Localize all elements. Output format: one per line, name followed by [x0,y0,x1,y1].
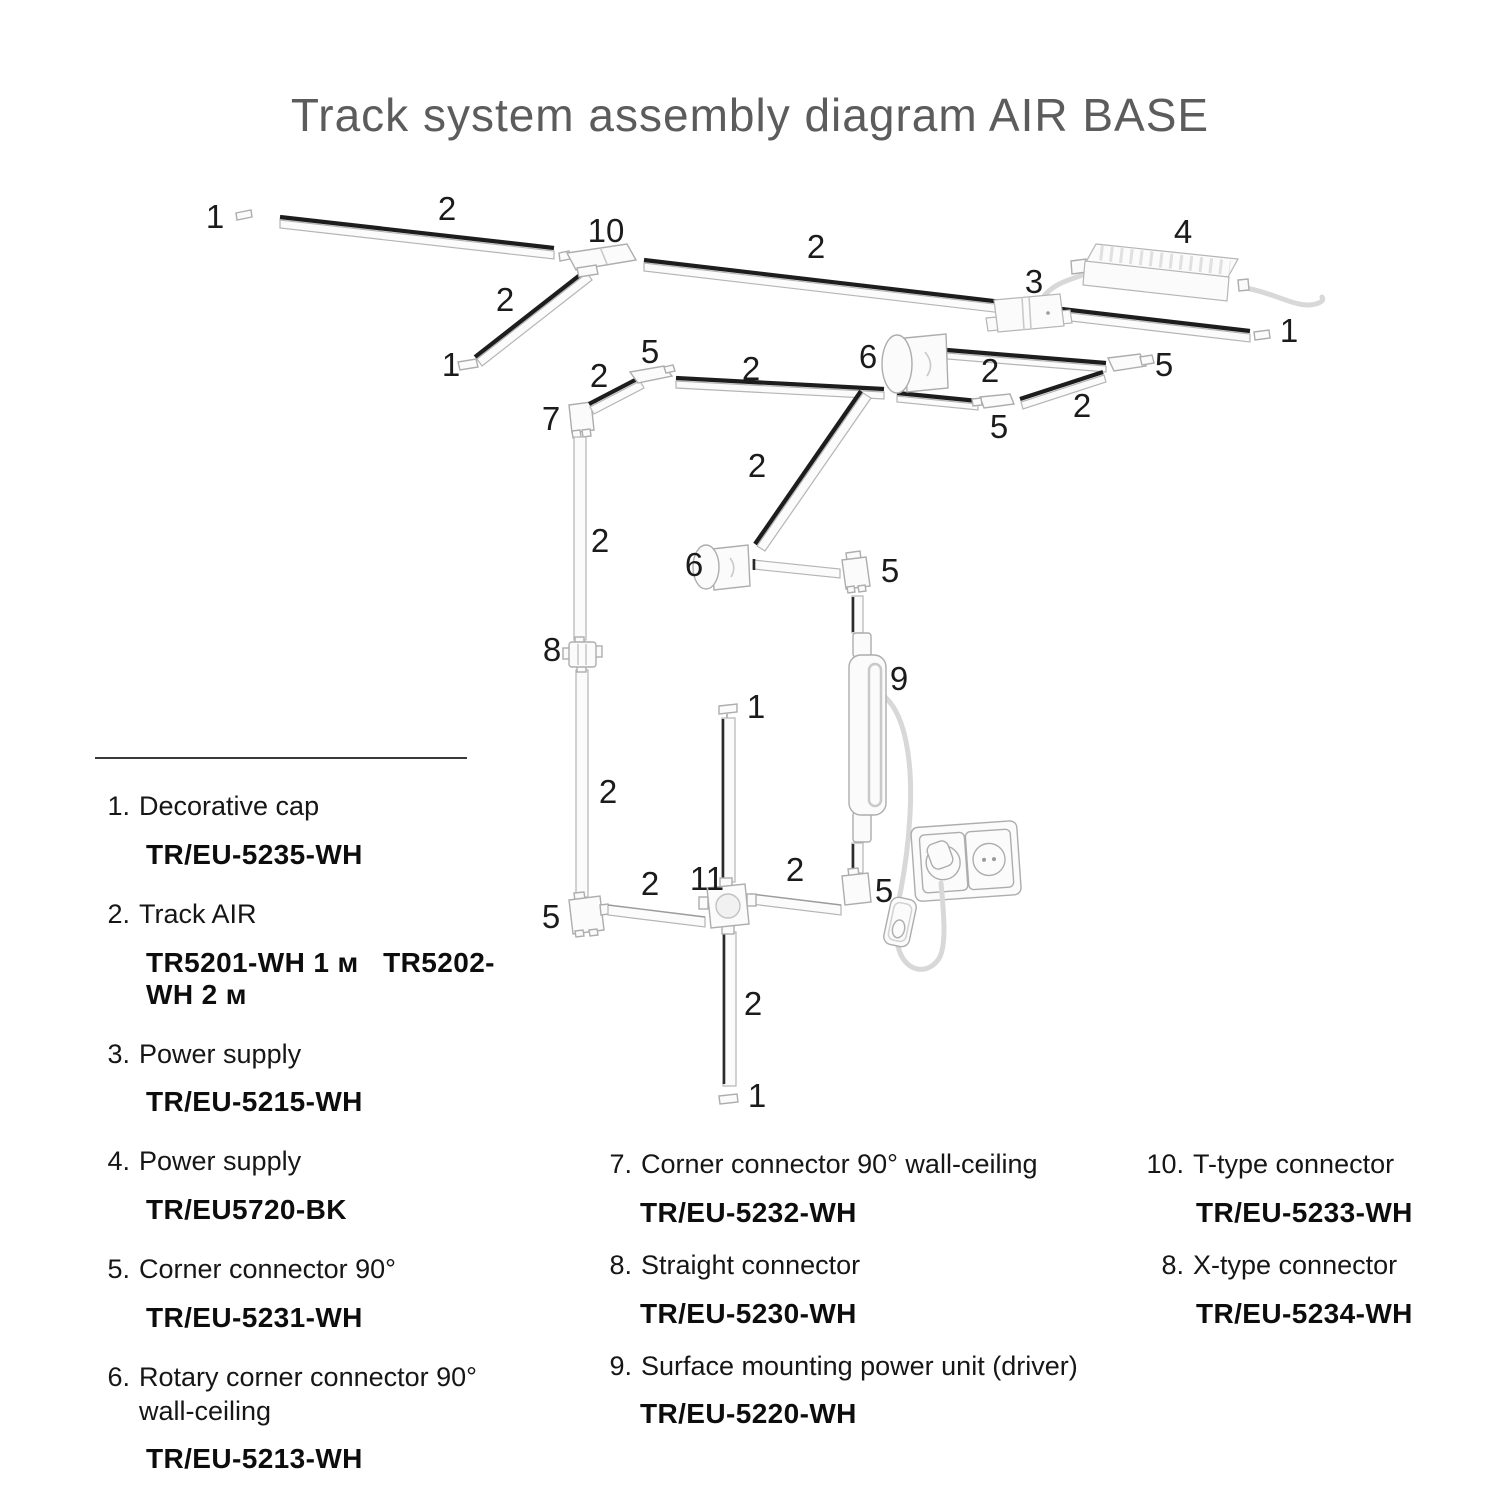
callout-number: 2 [747,447,767,484]
callout-number: 2 [640,865,660,902]
callout-number: 2 [806,228,826,265]
legend-item-code: TR/EU5720-BK [146,1194,347,1225]
callout-number: 2 [598,773,618,810]
legend-column-middle [598,1148,1078,1450]
legend-item-number: 2. [107,898,130,929]
legend-item [1128,1148,1478,1229]
legend-item-number: 10. [1146,1149,1184,1179]
legend-item-code: TR/EU-5234-WH [1196,1297,1413,1329]
callout-number: 4 [1173,213,1193,250]
legend-item-number: 4. [107,1146,130,1177]
legend-item-name: Track AIR [139,898,257,929]
track-segment [676,378,884,399]
legend-item [96,898,496,1011]
corner-connector-5 [842,551,870,593]
legend-divider [95,757,467,759]
callout-number: 2 [741,350,761,387]
callout-number: 8 [542,631,562,668]
track-segment [753,559,840,578]
callout-number: 9 [889,660,909,697]
legend-item-number: 9. [609,1350,632,1381]
legend-item-name: Rotary corner connector 90° wall-ceiling [139,1361,477,1426]
callout-number: 2 [785,851,805,888]
legend-item-name: Corner connector 90° [139,1254,396,1284]
legend-item [96,1038,496,1119]
legend-item-name: Corner connector 90° wall-ceiling [641,1149,1038,1179]
legend-item-number: 6. [107,1361,130,1392]
callout-number: 2 [980,352,1000,389]
callout-number: 2 [495,281,515,318]
legend-column-left [96,790,496,1500]
legend-item [96,1145,496,1226]
legend-item-name: Power supply [139,1146,302,1177]
legend-item-code: TR/EU-5215-WH [146,1086,363,1118]
callout-number: 7 [541,400,561,437]
callout-number: 5 [874,872,894,909]
legend-item-number: 8. [609,1249,632,1280]
legend-item-code: TR/EU-5231-WH [146,1301,363,1333]
callout-number: 5 [1154,346,1174,383]
callout-number: 1 [441,346,461,383]
legend-item [96,790,496,871]
legend-item-code: TR/EU-5232-WH [640,1196,857,1228]
rotary-connector-6 [882,334,948,393]
legend-item-code: TR/EU-5213-WH [146,1443,363,1475]
legend-item-number: 1. [107,791,130,821]
track-segment [475,271,592,366]
legend-item-code: TR/EU-5230-WH [640,1297,857,1329]
legend-item [1128,1249,1478,1330]
legend-item [598,1148,1078,1229]
callout-number: 10 [587,212,625,249]
legend-item-name: Straight connector [641,1249,861,1280]
callout-number: 2 [743,985,763,1022]
legend-item-code: TR/EU-5235-WH [146,838,363,870]
callout-number: 3 [1024,263,1044,300]
legend-item-code: TR/EU-5233-WH [1196,1196,1413,1228]
callout-number: 1 [747,1077,767,1114]
legend-item-number: 7. [609,1149,632,1179]
callout-number: 11 [689,860,725,897]
page-title: Track system assembly diagram AIR BASE [290,89,1210,141]
legend-item [598,1249,1078,1330]
legend-item [598,1350,1078,1431]
callout-number: 6 [684,546,704,583]
power-supply-4 [1071,244,1249,301]
legend-item [96,1361,496,1476]
callout-number: 2 [437,190,457,227]
corner-connector-5 [569,892,609,937]
callout-number: 1 [746,688,766,725]
callout-number: 1 [1279,312,1299,349]
legend-item-name: Surface mounting power unit (driver) [641,1350,1078,1381]
callout-number: 6 [858,338,878,375]
legend-column-right [1128,1148,1478,1350]
legend-item [96,1253,496,1334]
callout-number: 5 [541,898,561,935]
callout-number: 2 [590,522,610,559]
track-segment [280,217,554,259]
track-segment [755,391,871,551]
legend-item-number: 5. [107,1254,130,1284]
callout-number: 2 [589,357,609,394]
legend-item-number: 8. [1161,1249,1184,1280]
legend-item-number: 3. [107,1038,130,1069]
legend-item-name: T-type connector [1193,1149,1395,1179]
wall-outlet [911,820,1022,901]
callout-number: 5 [880,552,900,589]
legend-item-code: TR/EU-5220-WH [640,1398,857,1430]
legend-item-name: X-type connector [1193,1249,1398,1280]
legend-item-code: TR5201-WH 1 м TR5202-WH 2 м [146,946,495,1010]
callout-number: 2 [1072,387,1092,424]
straight-connector-8 [563,637,602,672]
callout-number: 5 [989,408,1009,445]
callout-number: 1 [205,198,225,235]
legend-item-name: Power supply [139,1038,302,1069]
corner-connector-5 [842,868,871,905]
callout-number: 5 [640,333,660,370]
legend-item-name: Decorative cap [139,791,320,821]
